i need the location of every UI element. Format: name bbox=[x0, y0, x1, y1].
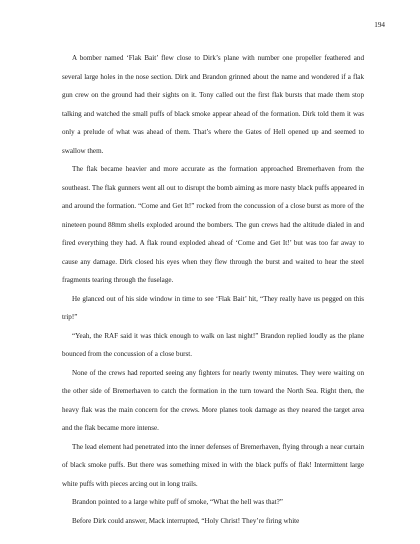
paragraph: He glanced out of his side window in time to see ‘Flak Bait’ hit, “They really have us pegged on this trip!” bbox=[62, 294, 364, 321]
body-text bbox=[62, 49, 364, 530]
paragraph: A bomber named ‘Flak Bait’ flew close to Dirk’s plane with number one propeller feathered and several large holes in the nose section. Dirk and Brandon grinned about the name and wondered if a flak gun crew on the ground had their sights on it. Tony called out the first flak bursts that made them stop talking and watched the small puffs of black smoke appear ahead of the formation. Dirk told them it was only a prelude of what was ahead of them. That’s where the Gates of Hell opened up and seemed to swallow them. bbox=[62, 54, 364, 155]
paragraph: None of the crews had reported seeing any fighters for nearly twenty minutes. They were waiting on the other side of Bremerhaven to catch the formation in the turn toward the North Sea. Right then, the heavy flak was the main concern for the crews. More planes took damage as they neared the target area and the flak became more intense. bbox=[62, 368, 364, 432]
paragraph: Brandon pointed to a large white puff of smoke, “What the hell was that?” bbox=[72, 498, 283, 506]
paragraph: The lead element had penetrated into the inner defenses of Bremerhaven, flying through a near curtain of black smoke puffs. But there was something mixed in with the black puffs of flak! Intermittent large white puffs with pieces arcing out in long trails. bbox=[62, 442, 364, 488]
paragraph: “Yeah, the RAF said it was thick enough to walk on last night!” Brandon replied loudly as the plane bounced from the concussion of a close burst. bbox=[62, 331, 364, 358]
paragraph: Before Dirk could answer, Mack interrupted, “Holy Christ! They’re firing white bbox=[72, 516, 300, 525]
page-number: 194 bbox=[374, 21, 385, 29]
paragraph: The flak became heavier and more accurate as the formation approached Bremerhaven from the southeast. The flak gunners went all out to disrupt the bomb aiming as more nasty black puffs appeared in and around the formation. “Come and Get It!” rocked from the concussion of a close burst as more of the nineteen pound 88mm shells exploded around the bombers. The gun crews had the altitude dialed in and fired everything they had. A flak round exploded ahead of ‘Come and Get It!’ but was too far away to cause any damage. Dirk closed his eyes when they flew through the burst and waited to hear the steel fragments tearing through the fuselage. bbox=[62, 165, 364, 284]
